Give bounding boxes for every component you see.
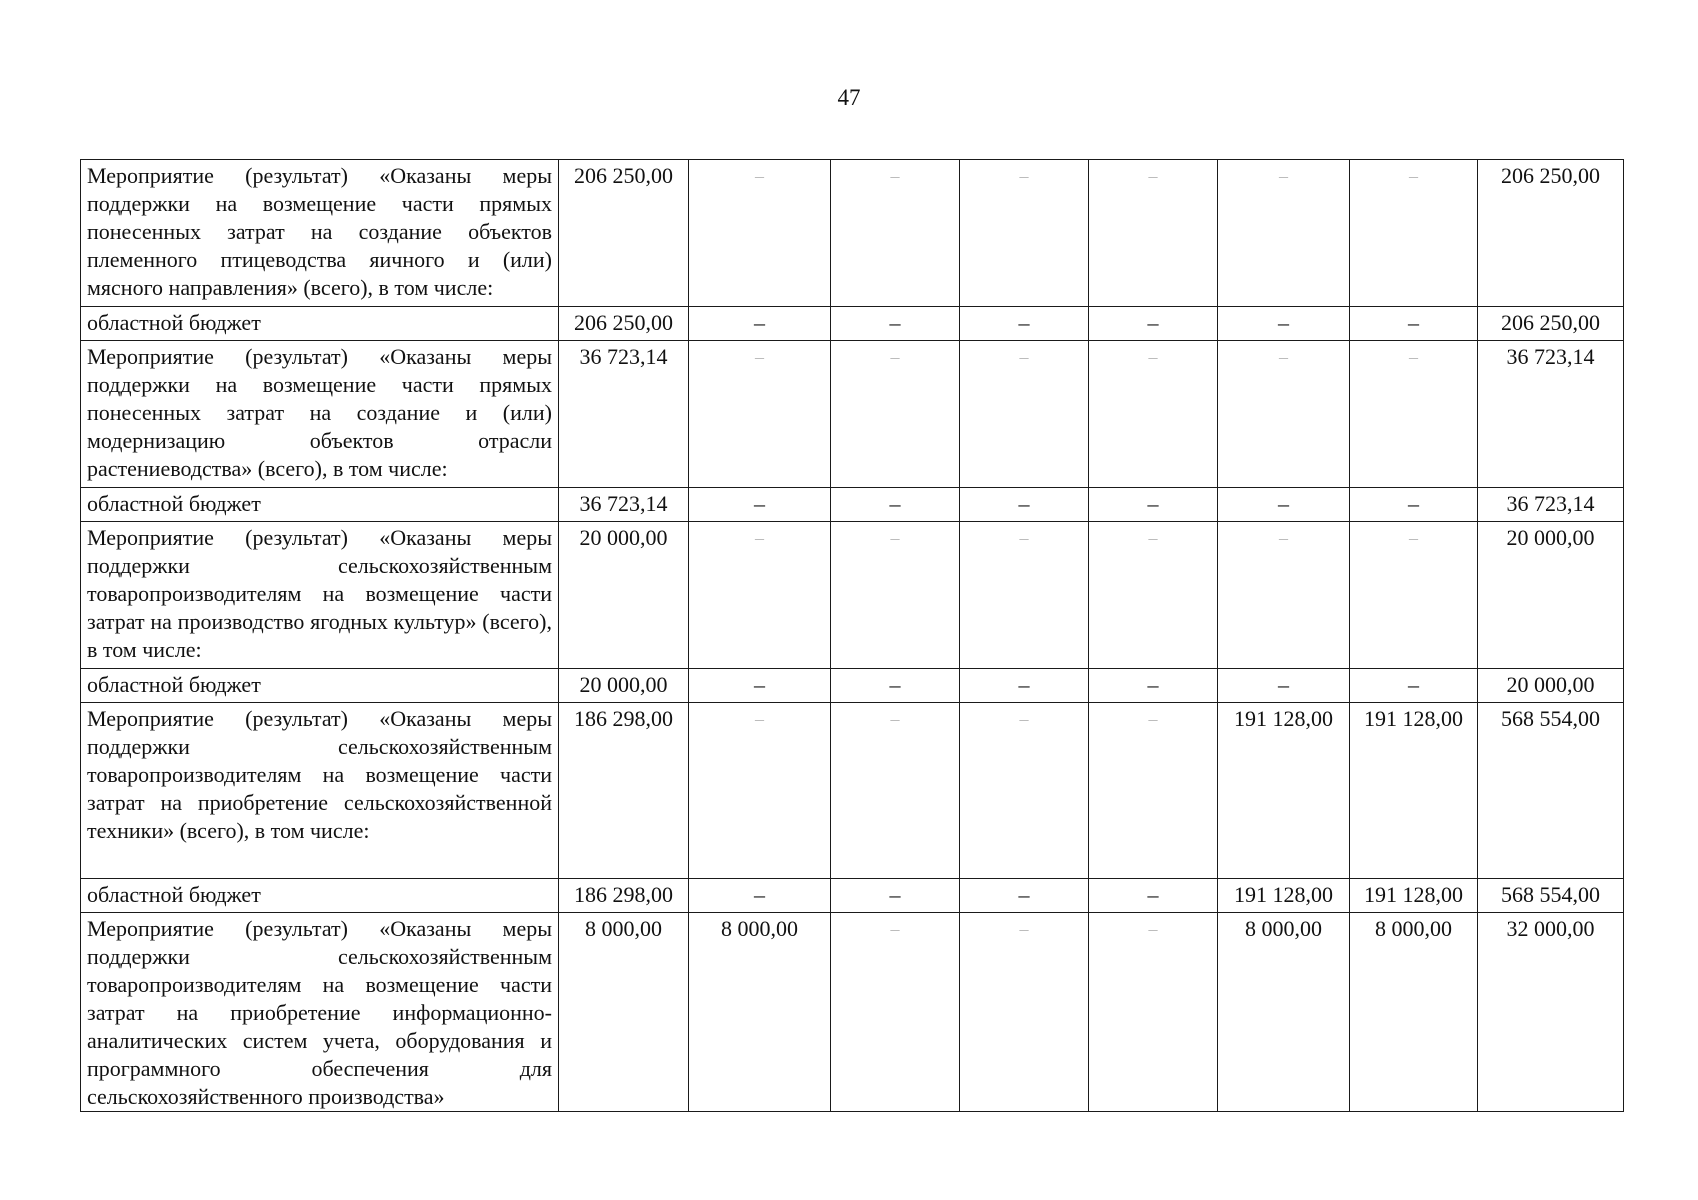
empty-value-dash: – — [1218, 341, 1350, 488]
empty-value-dash: – — [689, 160, 831, 307]
empty-value-dash: – — [831, 669, 960, 703]
empty-value-dash: – — [1089, 307, 1218, 341]
budget-table — [80, 159, 1624, 1112]
amount-cell: 8 000,00 — [1350, 913, 1478, 1112]
empty-value-dash: – — [960, 669, 1089, 703]
empty-value-dash: – — [960, 703, 1089, 879]
empty-value-dash: – — [1218, 522, 1350, 669]
amount-cell: 191 128,00 — [1350, 879, 1478, 913]
empty-value-dash: – — [1089, 913, 1218, 1112]
empty-value-dash: – — [1350, 341, 1478, 488]
empty-value-dash: – — [831, 879, 960, 913]
regional-budget-row — [81, 488, 1624, 522]
empty-value-dash: – — [1350, 669, 1478, 703]
amount-cell: 8 000,00 — [559, 913, 689, 1112]
empty-value-dash: – — [689, 341, 831, 488]
empty-value-dash: – — [831, 341, 960, 488]
empty-value-dash: – — [689, 879, 831, 913]
activity-row — [81, 160, 1624, 307]
empty-value-dash: – — [689, 669, 831, 703]
activity-description: Мероприятие (результат) «Оказаны меры поддержки на возмещение части прямых понесенных затрат на создание объектов племенного птицеводства яичного и (или) мясного направления» (всего), в том числе: — [81, 160, 559, 307]
empty-value-dash: – — [1089, 879, 1218, 913]
amount-cell: 20 000,00 — [559, 669, 689, 703]
activity-row — [81, 341, 1624, 488]
empty-value-dash: – — [960, 913, 1089, 1112]
empty-value-dash: – — [960, 879, 1089, 913]
empty-value-dash: – — [831, 522, 960, 669]
empty-value-dash: – — [689, 307, 831, 341]
page-number: 47 — [837, 85, 861, 110]
funding-source-label: областной бюджет — [81, 669, 559, 703]
amount-cell: 36 723,14 — [1478, 488, 1624, 522]
activity-row — [81, 522, 1624, 669]
empty-value-dash: – — [1089, 488, 1218, 522]
amount-cell: 568 554,00 — [1478, 703, 1624, 879]
amount-cell: 20 000,00 — [1478, 522, 1624, 669]
empty-value-dash: – — [689, 703, 831, 879]
empty-value-dash: – — [1350, 488, 1478, 522]
empty-value-dash: – — [1089, 160, 1218, 307]
amount-cell: 20 000,00 — [559, 522, 689, 669]
empty-value-dash: – — [689, 522, 831, 669]
table-body — [81, 160, 1624, 1112]
empty-value-dash: – — [1218, 307, 1350, 341]
funding-source-label: областной бюджет — [81, 879, 559, 913]
empty-value-dash: – — [1218, 160, 1350, 307]
empty-value-dash: – — [689, 488, 831, 522]
activity-description: Мероприятие (результат) «Оказаны меры поддержки сельскохозяйственным товаропроизводителям на возмещение части затрат на приобретение сельскохозяйственной техники» (всего), в том числе: — [81, 703, 559, 879]
empty-value-dash: – — [960, 488, 1089, 522]
funding-source-label: областной бюджет — [81, 307, 559, 341]
amount-cell: 206 250,00 — [1478, 160, 1624, 307]
amount-cell: 20 000,00 — [1478, 669, 1624, 703]
regional-budget-row — [81, 307, 1624, 341]
amount-cell: 191 128,00 — [1350, 703, 1478, 879]
empty-value-dash: – — [1218, 669, 1350, 703]
amount-cell: 36 723,14 — [1478, 341, 1624, 488]
empty-value-dash: – — [1218, 488, 1350, 522]
amount-cell: 36 723,14 — [559, 488, 689, 522]
amount-cell: 8 000,00 — [1218, 913, 1350, 1112]
empty-value-dash: – — [831, 307, 960, 341]
amount-cell: 8 000,00 — [689, 913, 831, 1112]
activity-description: Мероприятие (результат) «Оказаны меры поддержки сельскохозяйственным товаропроизводителям на возмещение части затрат на приобретение информационно-аналитических систем учета, оборудования и программного обеспечения для сельскохозяйственного производства» — [81, 913, 559, 1112]
empty-value-dash: – — [1089, 703, 1218, 879]
empty-value-dash: – — [831, 488, 960, 522]
amount-cell: 206 250,00 — [1478, 307, 1624, 341]
empty-value-dash: – — [1350, 160, 1478, 307]
amount-cell: 206 250,00 — [559, 307, 689, 341]
amount-cell: 568 554,00 — [1478, 879, 1624, 913]
amount-cell: 32 000,00 — [1478, 913, 1624, 1112]
empty-value-dash: – — [1089, 341, 1218, 488]
activity-description: Мероприятие (результат) «Оказаны меры поддержки сельскохозяйственным товаропроизводителям на возмещение части затрат на производство ягодных культур» (всего), в том числе: — [81, 522, 559, 669]
amount-cell: 206 250,00 — [559, 160, 689, 307]
empty-value-dash: – — [960, 341, 1089, 488]
activity-row — [81, 913, 1624, 1112]
empty-value-dash: – — [1350, 307, 1478, 341]
regional-budget-row — [81, 669, 1624, 703]
activity-row — [81, 703, 1624, 879]
amount-cell: 186 298,00 — [559, 703, 689, 879]
empty-value-dash: – — [960, 307, 1089, 341]
amount-cell: 191 128,00 — [1218, 703, 1350, 879]
empty-value-dash: – — [960, 160, 1089, 307]
empty-value-dash: – — [1089, 669, 1218, 703]
activity-description: Мероприятие (результат) «Оказаны меры поддержки на возмещение части прямых понесенных затрат на создание и (или) модернизацию объектов отрасли растениеводства» (всего), в том числе: — [81, 341, 559, 488]
funding-source-label: областной бюджет — [81, 488, 559, 522]
empty-value-dash: – — [831, 160, 960, 307]
empty-value-dash: – — [831, 703, 960, 879]
empty-value-dash: – — [960, 522, 1089, 669]
amount-cell: 186 298,00 — [559, 879, 689, 913]
empty-value-dash: – — [1350, 522, 1478, 669]
amount-cell: 36 723,14 — [559, 341, 689, 488]
regional-budget-row — [81, 879, 1624, 913]
empty-value-dash: – — [831, 913, 960, 1112]
amount-cell: 191 128,00 — [1218, 879, 1350, 913]
empty-value-dash: – — [1089, 522, 1218, 669]
